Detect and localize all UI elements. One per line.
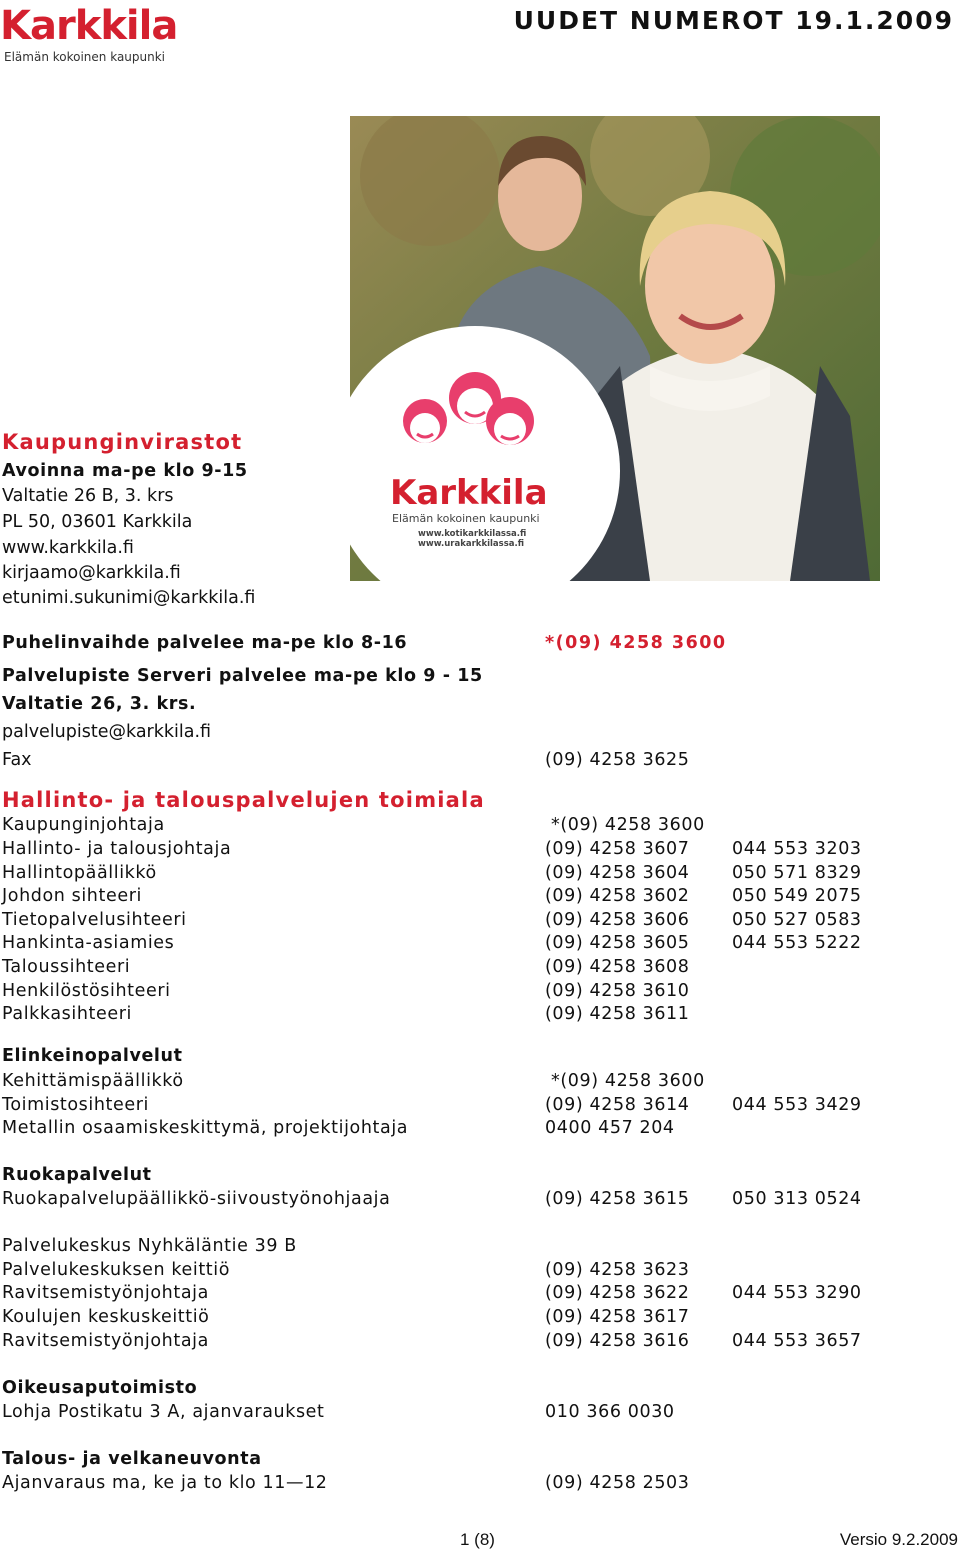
- photo-illustration: [350, 116, 880, 581]
- admin-phone: (09) 4258 3608: [545, 957, 690, 977]
- food-mobile: 050 313 0524: [732, 1189, 862, 1209]
- admin-title: Tietopalvelusihteeri: [2, 910, 187, 930]
- business-phone: *(09) 4258 3600: [551, 1071, 705, 1091]
- office-hours: Avoinna ma-pe klo 9-15: [2, 461, 248, 481]
- office-email-1[interactable]: kirjaamo@karkkila.fi: [2, 563, 181, 583]
- admin-phone: (09) 4258 3607: [545, 839, 690, 859]
- legal-heading: Oikeusaputoimisto: [2, 1378, 198, 1398]
- debt-heading: Talous- ja velkaneuvonta: [2, 1449, 262, 1469]
- business-phone: (09) 4258 3614: [545, 1095, 690, 1115]
- admin-title: Hankinta-asiamies: [2, 933, 175, 953]
- admin-phone: (09) 4258 3606: [545, 910, 690, 930]
- food-phone: (09) 4258 3616: [545, 1331, 690, 1351]
- business-title: Metallin osaamiskeskittymä, projektijohtaja: [2, 1118, 409, 1138]
- admin-title: Hallinto- ja talousjohtaja: [2, 839, 232, 859]
- logo-text: Karkkila: [0, 3, 178, 49]
- karkkila-logo: [0, 4, 180, 68]
- food-subheading: Palvelukeskus Nyhkäläntie 39 B: [2, 1236, 297, 1256]
- admin-phone: (09) 4258 3604: [545, 863, 690, 883]
- admin-phone: (09) 4258 3611: [545, 1004, 690, 1024]
- business-phone: 0400 457 204: [545, 1118, 675, 1138]
- admin-phone: (09) 4258 3610: [545, 981, 690, 1001]
- document-title: UUDET NUMEROT 19.1.2009: [513, 6, 954, 35]
- business-heading: Elinkeinopalvelut: [2, 1046, 183, 1066]
- food-title: Palvelukeskuksen keittiö: [2, 1260, 231, 1280]
- legal-title: Lohja Postikatu 3 A, ajanvaraukset: [2, 1402, 325, 1422]
- business-title: Toimistosihteeri: [2, 1095, 150, 1115]
- business-title: Kehittämispäällikkö: [2, 1071, 184, 1091]
- photo-logo-text: Karkkila: [390, 473, 548, 513]
- service-point-address: Valtatie 26, 3. krs.: [2, 694, 197, 714]
- debt-title: Ajanvaraus ma, ke ja to klo 11—12: [2, 1473, 328, 1493]
- office-web-link[interactable]: www.karkkila.fi: [2, 538, 134, 558]
- admin-phone: (09) 4258 3602: [545, 886, 690, 906]
- food-title: Ravitsemistyönjohtaja: [2, 1283, 209, 1303]
- switchboard-number: *(09) 4258 3600: [545, 633, 727, 653]
- food-phone: (09) 4258 3617: [545, 1307, 690, 1327]
- food-phone: (09) 4258 3615: [545, 1189, 690, 1209]
- food-phone: (09) 4258 3623: [545, 1260, 690, 1280]
- version-label: Versio 9.2.2009: [839, 1530, 958, 1549]
- switchboard-label: Puhelinvaihde palvelee ma-pe klo 8-16: [2, 633, 408, 653]
- food-title: Ruokapalvelupäällikkö-siivoustyönohjaaja: [2, 1189, 391, 1209]
- fax-number: (09) 4258 3625: [545, 750, 690, 770]
- food-title: Koulujen keskuskeittiö: [2, 1307, 210, 1327]
- admin-mobile: 050 549 2075: [732, 886, 862, 906]
- office-email-2[interactable]: etunimi.sukunimi@karkkila.fi: [2, 588, 256, 608]
- office-address-1: Valtatie 26 B, 3. krs: [2, 486, 174, 506]
- food-title: Ravitsemistyönjohtaja: [2, 1331, 209, 1351]
- service-point-email[interactable]: palvelupiste@karkkila.fi: [2, 722, 212, 742]
- business-mobile: 044 553 3429: [732, 1095, 862, 1115]
- admin-title: Hallintopäällikkö: [2, 863, 157, 883]
- admin-title: Palkkasihteeri: [2, 1004, 132, 1024]
- service-point-label: Palvelupiste Serveri palvelee ma-pe klo 9 - 15: [2, 666, 483, 686]
- admin-heading: Hallinto- ja talouspalvelujen toimiala: [2, 788, 485, 812]
- page-number: 1 (8): [460, 1530, 495, 1549]
- food-heading: Ruokapalvelut: [2, 1165, 152, 1185]
- admin-mobile: 044 553 5222: [732, 933, 862, 953]
- admin-title: Kaupunginjohtaja: [2, 815, 165, 835]
- admin-mobile: 050 571 8329: [732, 863, 862, 883]
- photo-url-1: www.kotikarkkilassa.fi: [418, 529, 527, 539]
- admin-mobile: 050 527 0583: [732, 910, 862, 930]
- admin-title: Henkilöstösihteeri: [2, 981, 171, 1001]
- admin-mobile: 044 553 3203: [732, 839, 862, 859]
- admin-phone: *(09) 4258 3600: [551, 815, 705, 835]
- admin-title: Johdon sihteeri: [2, 886, 142, 906]
- promo-photo: [350, 116, 880, 581]
- office-heading: Kaupunginvirastot: [2, 430, 243, 454]
- admin-title: Taloussihteeri: [2, 957, 131, 977]
- photo-url-2: www.urakarkkilassa.fi: [418, 539, 525, 549]
- admin-phone: (09) 4258 3605: [545, 933, 690, 953]
- food-mobile: 044 553 3290: [732, 1283, 862, 1303]
- photo-logo-tagline: Elämän kokoinen kaupunki: [392, 512, 540, 525]
- legal-phone: 010 366 0030: [545, 1402, 675, 1422]
- food-mobile: 044 553 3657: [732, 1331, 862, 1351]
- logo-tagline: Elämän kokoinen kaupunki: [4, 50, 166, 64]
- fax-label: Fax: [2, 750, 32, 770]
- food-phone: (09) 4258 3622: [545, 1283, 690, 1303]
- office-address-2: PL 50, 03601 Karkkila: [2, 512, 193, 532]
- debt-phone: (09) 4258 2503: [545, 1473, 690, 1493]
